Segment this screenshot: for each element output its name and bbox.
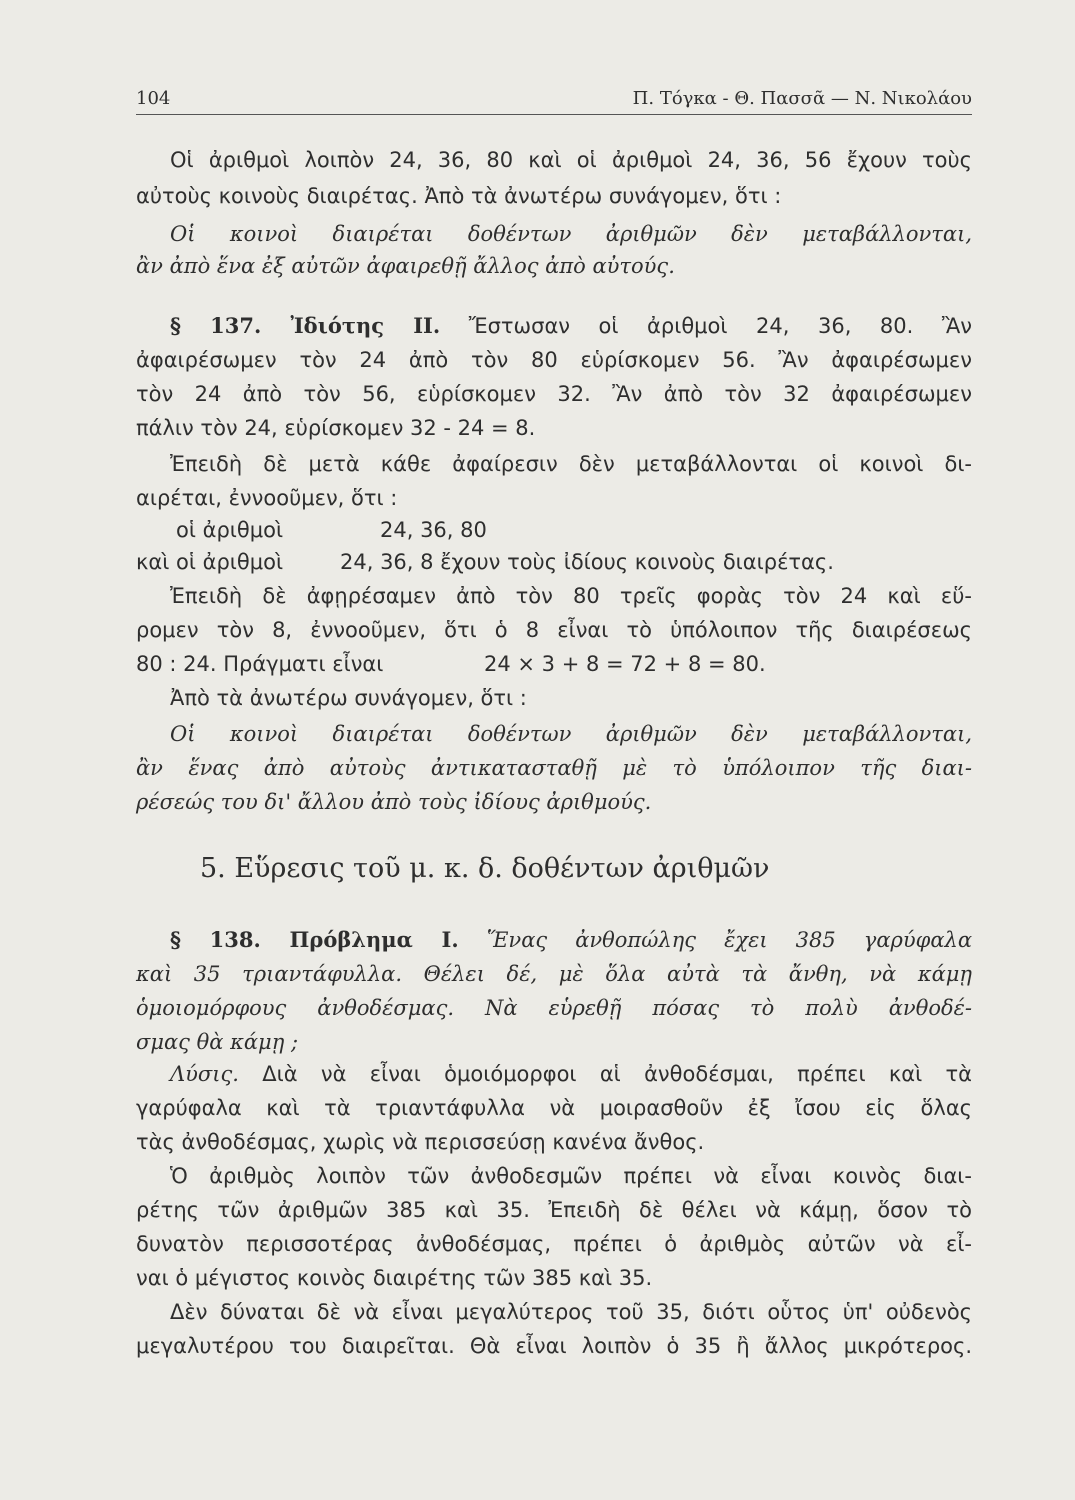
text-line: δυνατὸν περισσοτέρας ἀνθοδέσμας, πρέπει ὁ ἀριθμὸς αὐτῶν νὰ εἶ- [136,1232,972,1256]
text-line: γαρύφαλα καὶ τὰ τριαντάφυλλα νὰ μοιρασθοῦν ἐξ ἴσου εἰς ὅλας [136,1096,972,1120]
property-paragraph [170,312,972,340]
number-row [136,516,972,544]
text-line: Ἀπὸ τὰ ἀνωτέρω συνάγομεν, ὅτι : [170,686,527,710]
text-line: ἀφαιρέσωμεν τὸν 24 ἀπὸ τὸν 80 εὑρίσκομεν 56. Ἂν ἀφαιρέσωμεν [136,348,972,372]
rule-statement: ἂν ἀπὸ ἕνα ἐξ αὐτῶν ἀφαιρεθῇ ἄλλος ἀπὸ αὐτούς. [136,254,675,278]
text-line: αὐτοὺς κοινοὺς διαιρέτας. Ἀπὸ τὰ ἀνωτέρω συνάγομεν, ὅτι : [136,184,782,208]
problem-text: καὶ 35 τριαντάφυλλα. Θέλει δέ, μὲ ὅλα αὐτὰ τὰ ἄνθη, νὰ κάμῃ [136,962,972,986]
text-segment: οἱ ἀριθμοὶ [176,518,284,542]
text-line: Δὲν δύναται δὲ νὰ εἶναι μεγαλύτερος τοῦ 35, διότι οὗτος ὑπ' οὐδενὸς [170,1300,972,1324]
rule-statement: ρέσεώς του δι' ἄλλου ἀπὸ τοὺς ἰδίους ἀριθμούς. [136,790,652,814]
text-line: αιρέται, ἐννοοῦμεν, ὅτι : [136,486,398,510]
problem-text: σμας θὰ κάμῃ ; [136,1030,299,1054]
page-header [136,84,972,115]
section-label: § 137. Ἰδιότης ΙΙ. [170,313,441,338]
text-line: ναι ὁ μέγιστος κοινὸς διαιρέτης τῶν 385 καὶ 35. [136,1266,653,1290]
text-line: Ὁ ἀριθμὸς λοιπὸν τῶν ἀνθοδεσμῶν πρέπει νὰ εἶναι κοινὸς διαι- [170,1164,972,1188]
text-line: ρομεν τὸν 8, ἐννοοῦμεν, ὅτι ὁ 8 εἶναι τὸ ὑπόλοιπον τῆς διαιρέσεως [136,618,972,642]
problem-text: ὁμοιομόρφους ἀνθοδέσμας. Νὰ εὑρεθῇ πόσας τὸ πολὺ ἀνθοδέ- [136,996,972,1020]
text-line: ρέτης τῶν ἀριθμῶν 385 καὶ 35. Ἐπειδὴ δὲ θέλει νὰ κάμῃ, ὅσον τὸ [136,1198,972,1222]
solution-label: Λύσις. [170,1062,239,1086]
rule-statement: ἂν ἕνας ἀπὸ αὐτοὺς ἀντικατασταθῇ μὲ τὸ ὑπόλοιπον τῆς διαι- [136,756,972,780]
problem-paragraph [170,926,972,954]
text-line: τὰς ἀνθοδέσμας, χωρὶς νὰ περισσεύσῃ κανένα ἄνθος. [136,1130,705,1154]
page-number: 104 [136,88,171,109]
rule-statement: Οἱ κοινοὶ διαιρέται δοθέντων ἀριθμῶν δὲν μεταβάλλονται, [170,222,972,246]
equation-line [136,650,972,678]
text-segment: 80 : 24. Πράγματι εἶναι [136,652,384,676]
text-line: Ἐπειδὴ δὲ μετὰ κάθε ἀφαίρεσιν δὲν μεταβάλλονται οἱ κοινοὶ δι- [170,452,972,476]
section-heading: 5. Εὕρεσις τοῦ μ. κ. δ. δοθέντων ἀριθμῶν [200,853,770,884]
text-line: μεγαλυτέρου του διαιρεῖται. Θὰ εἶναι λοιπὸν ὁ 35 ἢ ἄλλος μικρότερος. [136,1334,972,1358]
text-line: Ἐπειδὴ δὲ ἀφῃρέσαμεν ἀπὸ τὸν 80 τρεῖς φορὰς τὸν 24 καὶ εὕ- [170,584,972,608]
text-segment: καὶ οἱ ἀριθμοὶ [136,550,284,574]
text-segment: Ἕνας ἀνθοπώλης ἔχει 385 γαρύφαλα [486,928,972,952]
text-segment: 24, 36, 80 [380,518,487,542]
solution-paragraph [170,1060,972,1088]
equation: 24 × 3 + 8 = 72 + 8 = 80. [484,652,766,676]
rule-statement: Οἱ κοινοὶ διαιρέται δοθέντων ἀριθμῶν δὲν μεταβάλλονται, [170,722,972,746]
problem-label: § 138. Πρόβλημα Ι. [170,927,459,952]
running-head: Π. Τόγκα - Θ. Πασσᾶ — Ν. Νικολάου [632,88,972,109]
text-line: πάλιν τὸν 24, εὑρίσκομεν 32 - 24 = 8. [136,416,536,440]
text-segment: Ἔστωσαν οἱ ἀριθμοὶ 24, 36, 80. Ἂν [468,314,972,338]
text-line: Οἱ ἀριθμοὶ λοιπὸν 24, 36, 80 καὶ οἱ ἀριθμοὶ 24, 36, 56 ἔχουν τοὺς [170,148,972,172]
text-line: τὸν 24 ἀπὸ τὸν 56, εὑρίσκομεν 32. Ἂν ἀπὸ τὸν 32 ἀφαιρέσωμεν [136,382,972,406]
number-row [136,548,972,576]
text-segment: 24, 36, 8 ἔχουν τοὺς ἰδίους κοινοὺς διαιρέτας. [340,550,834,574]
text-segment: Διὰ νὰ εἶναι ὁμοιόμορφοι αἱ ἀνθοδέσμαι, πρέπει καὶ τὰ [262,1062,972,1086]
